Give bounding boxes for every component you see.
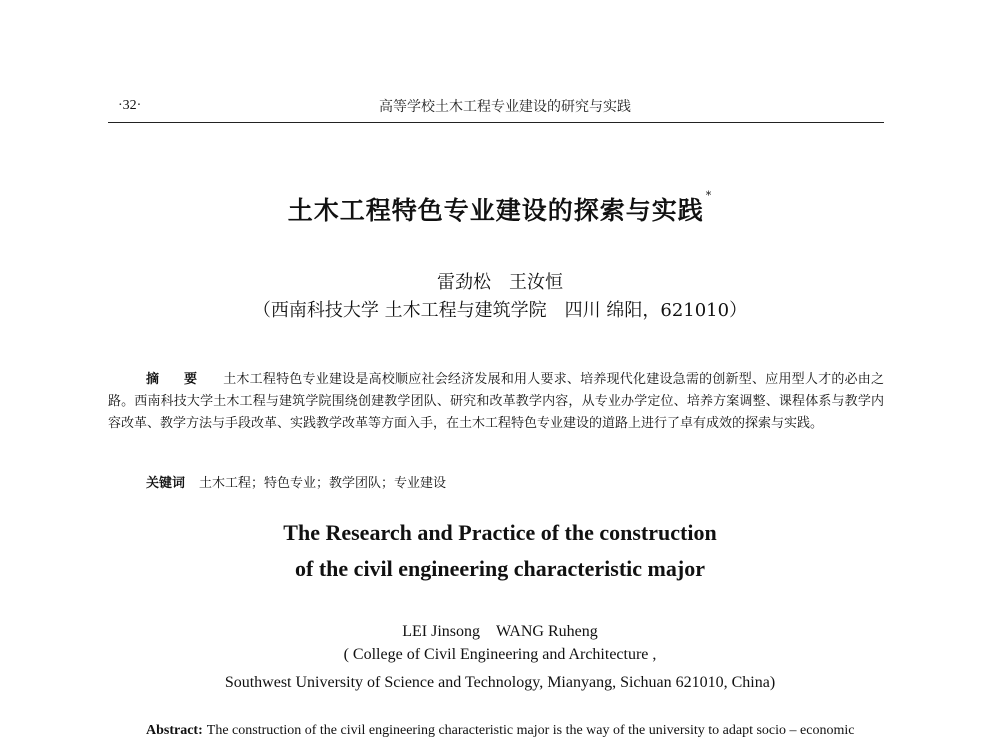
- paper-title-cn: [0, 191, 1000, 227]
- abstract-cn: [108, 369, 884, 435]
- paper-title-cn-text: 土木工程特色专业建设的探索与实践: [287, 196, 704, 225]
- header-rule: [108, 122, 884, 123]
- title-footnote-mark: *: [705, 189, 713, 202]
- affiliation-en-line1: ( College of Civil Engineering and Architecture ,: [343, 646, 657, 663]
- page-number: ·32·: [118, 98, 142, 113]
- keywords-cn-label: 关键词: [146, 476, 186, 491]
- keywords-cn: [146, 472, 446, 491]
- abstract-cn-label: 摘 要: [146, 372, 208, 387]
- abstract-en: [146, 723, 854, 739]
- journal-running-title: 高等学校土木工程专业建设的研究与实践: [379, 99, 631, 115]
- authors-en: LEI Jinsong WANG Ruheng: [402, 623, 598, 640]
- keywords-cn-text: 土木工程；特色专业；教学团队；专业建设: [199, 476, 447, 491]
- affiliation-en-line2: Southwest University of Science and Technology, Mianyang, Sichuan 621010, China): [224, 674, 776, 691]
- affiliation-cn: （西南科技大学 土木工程与建筑学院 四川 绵阳，621010）: [252, 300, 748, 321]
- paper-title-en-line1: The Research and Practice of the construction: [283, 520, 717, 545]
- abstract-en-label: Abstract:: [146, 723, 203, 738]
- abstract-cn-text: 土木工程特色专业建设是高校顺应社会经济发展和用人要求、培养现代化建设急需的创新型、应用型人才的必由之路。西南科技大学土木工程与建筑学院围绕创建教学团队、研究和改革教学内容，从专业办学定位、培养方案调整、课程体系与教学内容改革、教学方法与手段改革、实践教学改革等方面入手，在土木工程特色专业建设的道路上进行了卓有成效的探索与实践。: [108, 372, 884, 431]
- authors-cn: 雷劲松 王汝恒: [437, 272, 563, 293]
- paper-title-en-line2: of the civil engineering characteristic major: [295, 556, 705, 581]
- abstract-en-text: The construction of the civil engineering characteristic major is the way of the university to adapt socio – economic: [206, 723, 855, 738]
